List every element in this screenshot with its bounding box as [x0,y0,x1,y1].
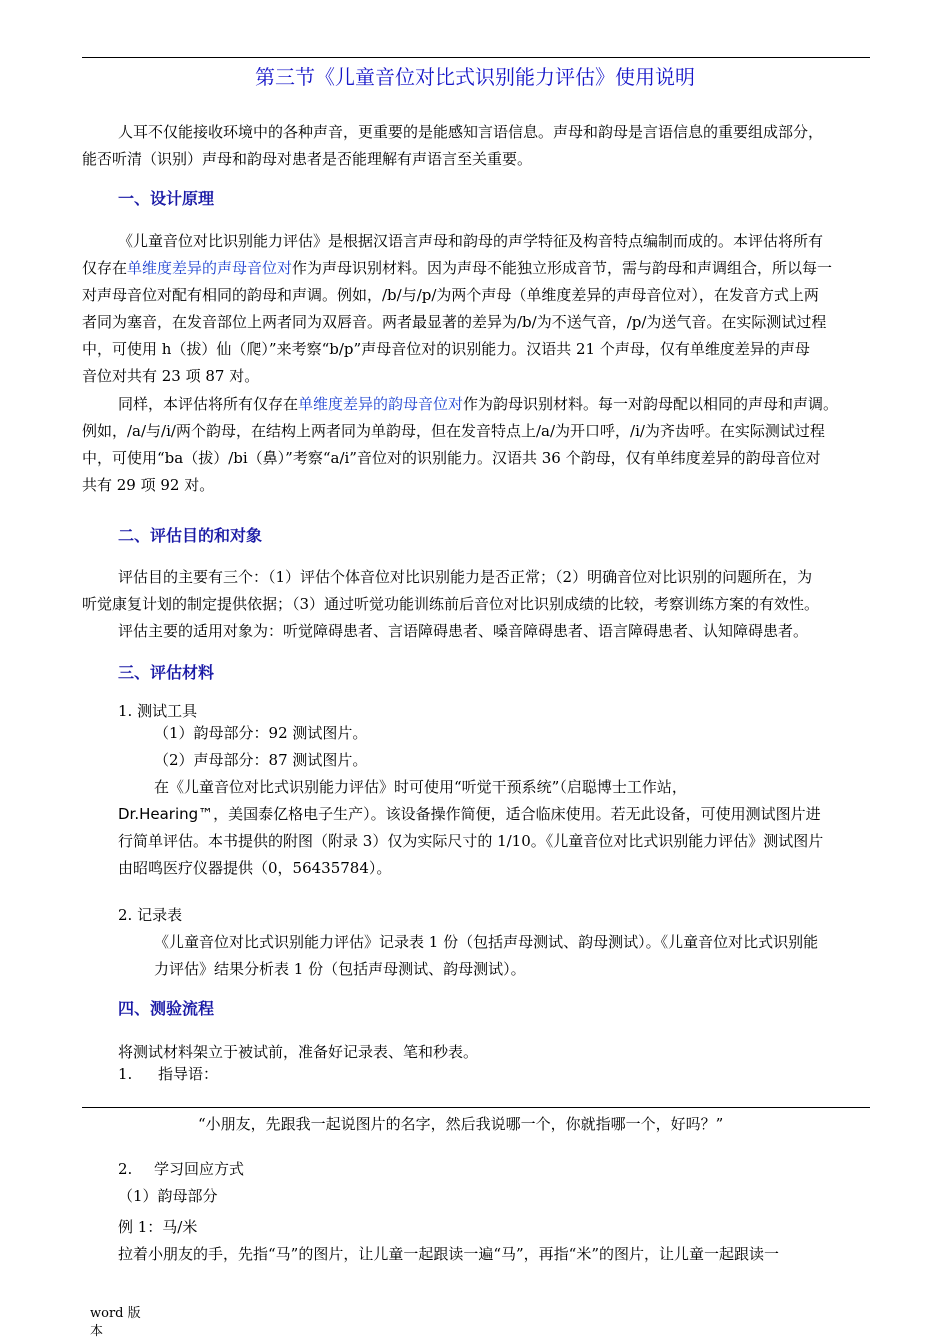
page-title: 第三节《儿童音位对比式识别能力评估》使用说明 [255,65,695,89]
s3-item-2: 2. 记录表 [118,906,183,924]
intro-line-2: 能否听清（识别）声母和韵母对患者是否能理解有声语言至关重要。 [82,150,533,168]
s3-record-line-1: 《儿童音位对比式识别能力评估》记录表 1 份（包括声母测试、韵母测试）。《儿童音位对比式识别能 [154,933,819,951]
s1-p2-line-3: 中，可使用“ba（拔）/bi（鼻）”考察“a/i”音位对的识别能力。汉语共 36 个韵母，仅有单纬度差异的韵母音位对 [82,449,821,467]
intro-line-1: 人耳不仅能接收环境中的各种声音，更重要的是能感知言语信息。声母和韵母是言语信息的重要组成部分， [118,123,824,141]
example-1-label: 例 1：马/米 [118,1218,198,1236]
s3-sub-2: （2）声母部分：87 测试图片。 [154,751,368,769]
section-heading-purpose: 二、评估目的和对象 [118,526,263,545]
s2-line-1: 评估目的主要有三个：（1）评估个体音位对比识别能力是否正常；（2）明确音位对比识别的问题所在，为 [118,568,813,586]
s1-p1-line-5: 中，可使用 h（拔）仙（爬）”来考察“b/p”声母音位对的识别能力。汉语共 21 个声母，仅有单维度差异的声母 [82,340,810,358]
s3-para-line-4: 由昭鸣医疗仪器提供（0，56435784）。 [118,859,392,877]
section-heading-design: 一、设计原理 [118,189,215,208]
section-heading-procedure: 四、测验流程 [118,999,215,1018]
footer-line-1: word 版 [90,1306,141,1321]
s3-sub-1: （1）韵母部分：92 测试图片。 [154,724,368,742]
example-1-text: 拉着小朋友的手，先指“马”的图片，让儿童一起跟读一遍“马”，再指“米”的图片，让儿童一起跟读一 [118,1245,780,1263]
highlight-consonant-pairs: 单维度差异的声母音位对 [127,259,293,277]
s1-p2-line-1 [118,394,838,414]
text-span: 仅存在 [82,259,128,277]
top-rule [82,57,870,58]
s3-item-1: 1. 测试工具 [118,702,198,720]
s4-item-2: 学习回应方式 [154,1160,245,1178]
text-span: 作为韵母识别材料。每一对韵母配以相同的声母和声调。 [463,395,839,413]
highlight-vowel-pairs: 单维度差异的韵母音位对 [298,395,464,413]
s1-p1-line-4: 者同为塞音，在发音部位上两者同为双唇音。两者最显著的差异为/b/为不送气音，/p/为送气音。在实际测试过程 [82,313,827,331]
s1-p1-line-3: 对声母音位对配有相同的韵母和声调。例如，/b/与/p/为两个声母（单维度差异的声母音位对），在发音方式上两 [82,286,819,304]
s3-para-line-1: 在《儿童音位对比式识别能力评估》时可使用“听觉干预系统”（启聪博士工作站， [154,778,687,796]
s1-p1-line-2 [82,258,832,278]
s3-record-line-2: 力评估》结果分析表 1 份（包括声母测试、韵母测试）。 [154,960,526,978]
section-heading-materials: 三、评估材料 [118,663,215,682]
s3-para-line-2: Dr.Hearing™，美国泰亿格电子生产）。该设备操作简便，适合临床使用。若无此设备，可使用测试图片进 [118,805,821,823]
footer [90,1305,141,1341]
s4-item-2-number: 2. [118,1160,133,1178]
s1-p1-line-6: 音位对共有 23 项 87 对。 [82,367,260,385]
instruction-quote: “小朋友，先跟我一起说图片的名字，然后我说哪一个，你就指哪一个，好吗？” [198,1115,724,1133]
s2-line-3: 评估主要的适用对象为：听觉障碍患者、言语障碍患者、嗓音障碍患者、语言障碍患者、认知障碍患者。 [118,622,809,640]
s3-para-line-3: 行简单评估。本书提供的附图（附录 3）仅为实际尺寸的 1/10。《儿童音位对比式识别能力评估》测试图片 [118,832,824,850]
quote-rule [82,1107,870,1108]
footer-line-2: 本 [90,1324,104,1339]
s4-item-1-number: 1. [118,1065,133,1083]
s2-line-2: 听觉康复计划的制定提供依据；（3）通过听觉功能训练前后音位对比识别成绩的比较，考察训练方案的有效性。 [82,595,820,613]
text-span: 同样，本评估将所有仅存在 [118,395,299,413]
s1-p1-line-1: 《儿童音位对比识别能力评估》是根据汉语言声母和韵母的声学特征及构音特点编制而成的。本评估将所有 [118,232,824,250]
s1-p2-line-2: 例如，/a/与/i/两个韵母，在结构上两者同为单韵母，但在发音特点上/a/为开口呼，/i/为齐齿呼。在实际测试过程 [82,422,825,440]
text-span: 作为声母识别材料。因为声母不能独立形成音节，需与韵母和声调组合，所以每一 [292,259,833,277]
s4-item-1: 指导语： [158,1065,219,1083]
s1-p2-line-4: 共有 29 项 92 对。 [82,476,215,494]
s4-sub-1: （1）韵母部分 [118,1187,218,1205]
s4-line-1: 将测试材料架立于被试前，准备好记录表、笔和秒表。 [118,1043,479,1061]
